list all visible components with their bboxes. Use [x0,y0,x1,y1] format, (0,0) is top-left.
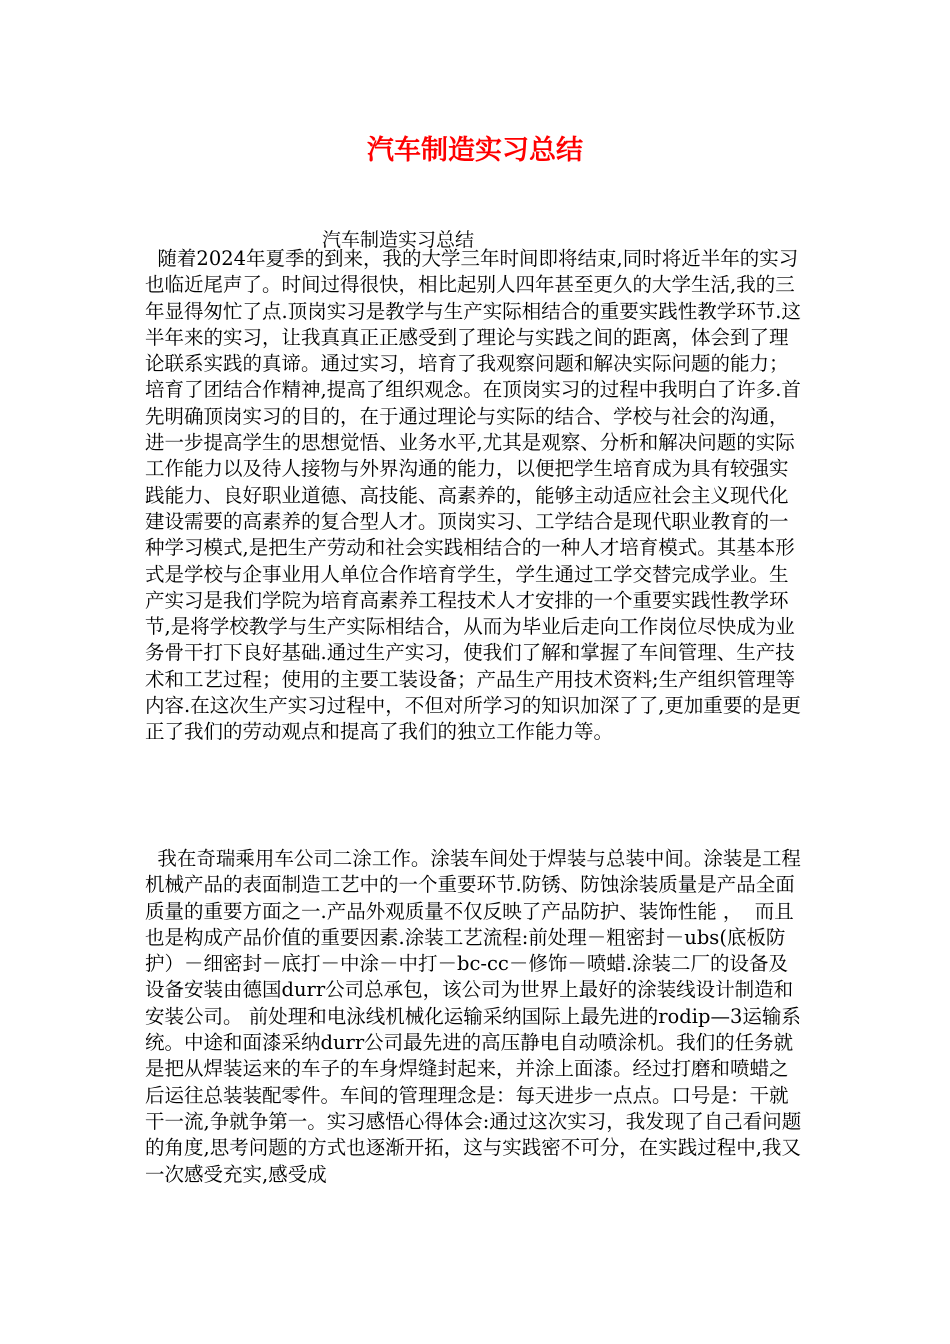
document-subtitle: 汽车制造实习总结 [322,229,475,251]
paragraph-1: 随着2024年夏季的到来，我的大学三年时间即将结束,同时将近半年的实习也临近尾声了。时间过得很快，相比起别人四年甚至更久的大学生活,我的三年显得匆忙了点.顶岗实习是教学与生产实际相结合的重要实践性教学环节.这半年来的实习，让我真真正正感受到了理论与实践之间的距离，体会到了理论联系实践的真谛。通过实习，培育了我观察问题和解决实际问题的能力；培育了团结合作精神,提高了组织观念。在顶岗实习的过程中我明白了许多.首先明确顶岗实习的目的，在于通过理论与实际的结合、学校与社会的沟通，进一步提高学生的思想觉悟、业务水平,尤其是观察、分析和解决问题的实际工作能力以及待人接物与外界沟通的能力，以便把学生培育成为具有较强实践能力、良好职业道德、高技能、高素养的，能够主动适应社会主义现代化建设需要的高素养的复合型人才。顶岗实习、工学结合是现代职业教育的一种学习模式,是把生产劳动和社会实践相结合的一种人才培育模式。其基本形式是学校与企事业用人单位合作培育学生，学生通过工学交替完成学业。生产实习是我们学院为培育高素养工程技术人才安排的一个重要实践性教学环节,是将学校教学与生产实际相结合，从而为毕业后走向工作岗位尽快成为业务骨干打下良好基础.通过生产实习，使我们了解和掌握了车间管理、生产技术和工艺过程；使用的主要工装设备；产品生产用技术资料;生产组织管理等内容.在这次生产实习过程中，不但对所学习的知识加深了了,更加重要的是更正了我们的劳动观点和提高了我们的独立工作能力等。 [145,247,801,744]
paragraph-2: 我在奇瑞乘用车公司二涂工作。涂装车间处于焊装与总装中间。涂装是工程机械产品的表面制造工艺中的一个重要环节.防锈、防蚀涂装质量是产品全面质量的重要方面之一.产品外观质量不仅反映了产品防护、装饰性能 ， 而且也是构成产品价值的重要因素.涂装工艺流程:前处理－粗密封－ubs(底板防护）－细密封－底打－中涂－中打－bc-cc－修饰－喷蜡.涂装二厂的设备及设备安装由德国durr公司总承包，该公司为世界上最好的涂装线设计制造和安装公司。 前处理和电泳线机械化运输采纳国际上最先进的rodip—3运输系统。中途和面漆采纳durr公司最先进的高压静电自动喷涂机。我们的任务就是把从焊装运来的车子的车身焊缝封起来，并涂上面漆。经过打磨和喷蜡之后运往总装装配零件。车间的管理理念是：每天进步一点点。口号是：干就干一流,争就争第一。实习感悟心得体会:通过这次实习，我发现了自己看问题的角度,思考问题的方式也逐渐开拓，这与实践密不可分，在实践过程中,我又一次感受充实,感受成 [145,847,802,1186]
document-title: 汽车制造实习总结 [367,135,583,166]
